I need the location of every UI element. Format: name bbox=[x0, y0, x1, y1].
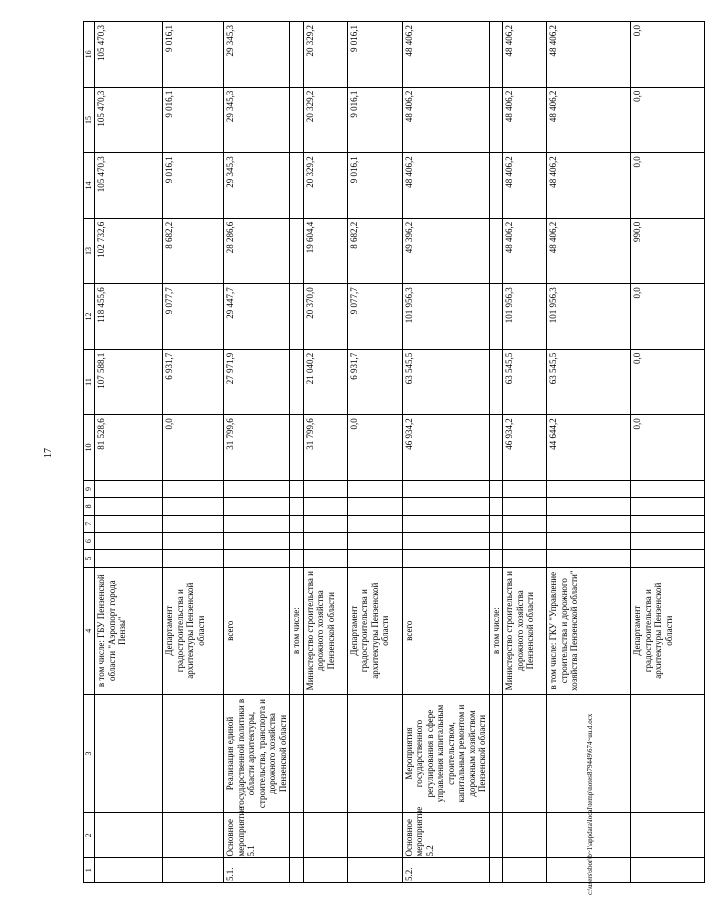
cell-value bbox=[489, 22, 503, 88]
cell-value: 9 077,7 bbox=[347, 284, 402, 350]
cell-value: 9 016,1 bbox=[163, 87, 224, 153]
cell-value bbox=[290, 284, 304, 350]
cell-value: 63 545,5 bbox=[503, 349, 547, 415]
cell-value: 29 345,3 bbox=[224, 153, 290, 219]
column-header-7: 7 bbox=[84, 515, 95, 532]
cell-value: 0,0 bbox=[631, 153, 705, 219]
cell-value: 20 329,2 bbox=[303, 87, 347, 153]
table-row bbox=[402, 22, 489, 883]
cell-executor: всего bbox=[224, 567, 290, 694]
cell-executor: в том числе: bbox=[290, 567, 304, 694]
cell-value: 0,0 bbox=[631, 415, 705, 481]
cell-value: 9 016,1 bbox=[163, 153, 224, 219]
cell-event-name bbox=[347, 694, 402, 813]
cell-empty bbox=[402, 515, 489, 532]
cell-empty bbox=[95, 515, 163, 532]
cell-index bbox=[95, 858, 163, 883]
column-header-8: 8 bbox=[84, 498, 95, 515]
cell-empty bbox=[402, 480, 489, 497]
cell-value: 63 545,5 bbox=[547, 349, 631, 415]
cell-value: 19 604,4 bbox=[303, 218, 347, 284]
cell-value: 46 934,2 bbox=[402, 415, 489, 481]
cell-value: 28 286,6 bbox=[224, 218, 290, 284]
cell-value: 48 406,2 bbox=[402, 153, 489, 219]
column-header-16: 16 bbox=[84, 22, 95, 88]
cell-executor: в том числе: bbox=[489, 567, 503, 694]
cell-value: 9 016,1 bbox=[163, 22, 224, 88]
cell-value: 0,0 bbox=[347, 415, 402, 481]
cell-value: 9 016,1 bbox=[347, 87, 402, 153]
cell-empty bbox=[503, 515, 547, 532]
cell-empty bbox=[95, 532, 163, 549]
cell-value: 48 406,2 bbox=[503, 87, 547, 153]
cell-value: 102 732,6 bbox=[95, 218, 163, 284]
cell-executor: в том числе: ГБУ Пензенской области "Аэропорт города Пензы" bbox=[95, 567, 163, 694]
cell-value bbox=[489, 153, 503, 219]
cell-executor: Министерство строительства и дорожного хозяйства Пензенской области bbox=[303, 567, 347, 694]
cell-value: 990,0 bbox=[631, 218, 705, 284]
cell-value: 9 077,7 bbox=[163, 284, 224, 350]
cell-event-type: Основное мероприятие 5.2 bbox=[402, 813, 489, 858]
cell-value: 20 329,2 bbox=[303, 153, 347, 219]
cell-value: 20 329,2 bbox=[303, 22, 347, 88]
cell-value: 21 040,2 bbox=[303, 349, 347, 415]
cell-index bbox=[347, 858, 402, 883]
cell-executor: Департамент градостроительства и архитектуры Пензенской области bbox=[347, 567, 402, 694]
table-row bbox=[290, 22, 304, 883]
cell-event-name bbox=[631, 694, 705, 813]
cell-value: 81 528,6 bbox=[95, 415, 163, 481]
cell-empty bbox=[547, 498, 631, 515]
cell-event-name bbox=[503, 694, 547, 813]
cell-empty bbox=[163, 550, 224, 567]
cell-empty bbox=[489, 532, 503, 549]
cell-value: 101 956,3 bbox=[503, 284, 547, 350]
cell-empty bbox=[347, 515, 402, 532]
cell-value: 0,0 bbox=[163, 415, 224, 481]
cell-value bbox=[489, 284, 503, 350]
cell-value: 29 345,3 bbox=[224, 22, 290, 88]
cell-empty bbox=[290, 532, 304, 549]
cell-value: 0,0 bbox=[631, 22, 705, 88]
cell-value: 8 682,2 bbox=[163, 218, 224, 284]
column-header-3: 3 bbox=[84, 694, 95, 813]
table-row bbox=[163, 22, 224, 883]
cell-empty bbox=[489, 515, 503, 532]
cell-value: 29 447,7 bbox=[224, 284, 290, 350]
cell-executor: в том числе: ГКУ "Управление строительства и дорожного хозяйства Пензенской области" bbox=[547, 567, 631, 694]
column-header-6: 6 bbox=[84, 532, 95, 549]
cell-empty bbox=[163, 532, 224, 549]
cell-executor: всего bbox=[402, 567, 489, 694]
cell-value: 27 971,9 bbox=[224, 349, 290, 415]
cell-index bbox=[503, 858, 547, 883]
cell-value: 48 406,2 bbox=[503, 22, 547, 88]
cell-event-type bbox=[95, 813, 163, 858]
cell-empty bbox=[303, 480, 347, 497]
cell-event-type bbox=[347, 813, 402, 858]
column-header-15: 15 bbox=[84, 87, 95, 153]
cell-empty bbox=[547, 550, 631, 567]
cell-value: 48 406,2 bbox=[503, 218, 547, 284]
footer-file-path: c:\users\sbor\b~1\appdata\local\temp\notes879449\674~uu.d.ocx bbox=[586, 713, 594, 895]
table-row bbox=[224, 22, 290, 883]
cell-event-name: Реализация единой государственной политики в области архитектуры, строительства, транспорта и дорожного хозяйства Пензенской области bbox=[224, 694, 290, 813]
cell-index bbox=[290, 858, 304, 883]
cell-value: 8 682,2 bbox=[347, 218, 402, 284]
table-row bbox=[347, 22, 402, 883]
table-body bbox=[84, 22, 705, 883]
cell-value: 105 470,3 bbox=[95, 87, 163, 153]
cell-empty bbox=[631, 480, 705, 497]
cell-value: 6 931,7 bbox=[163, 349, 224, 415]
cell-empty bbox=[303, 515, 347, 532]
column-header-9: 9 bbox=[84, 480, 95, 497]
cell-empty bbox=[163, 515, 224, 532]
cell-empty bbox=[402, 532, 489, 549]
cell-empty bbox=[163, 480, 224, 497]
cell-empty bbox=[303, 550, 347, 567]
cell-index: 5.2. bbox=[402, 858, 489, 883]
table-row bbox=[503, 22, 547, 883]
cell-value: 101 956,3 bbox=[547, 284, 631, 350]
cell-value: 31 799,6 bbox=[224, 415, 290, 481]
cell-value: 9 016,1 bbox=[347, 153, 402, 219]
cell-value: 118 455,6 bbox=[95, 284, 163, 350]
cell-empty bbox=[631, 498, 705, 515]
cell-value bbox=[290, 87, 304, 153]
cell-value: 63 545,5 bbox=[402, 349, 489, 415]
cell-empty bbox=[489, 498, 503, 515]
cell-empty bbox=[95, 550, 163, 567]
cell-event-name bbox=[489, 694, 503, 813]
cell-empty bbox=[347, 498, 402, 515]
cell-value: 9 016,1 bbox=[347, 22, 402, 88]
cell-empty bbox=[347, 550, 402, 567]
cell-empty bbox=[547, 480, 631, 497]
cell-value bbox=[290, 218, 304, 284]
table-row bbox=[489, 22, 503, 883]
cell-value: 105 470,3 bbox=[95, 153, 163, 219]
cell-event-type bbox=[163, 813, 224, 858]
cell-index bbox=[631, 858, 705, 883]
budget-table bbox=[83, 21, 705, 883]
cell-value: 0,0 bbox=[631, 87, 705, 153]
cell-value: 29 345,3 bbox=[224, 87, 290, 153]
column-header-13: 13 bbox=[84, 218, 95, 284]
cell-empty bbox=[224, 498, 290, 515]
table-row bbox=[95, 22, 163, 883]
cell-value bbox=[489, 218, 503, 284]
table-row bbox=[631, 22, 705, 883]
cell-executor: Департамент градостроительства и архитектуры Пензенской области bbox=[163, 567, 224, 694]
cell-empty bbox=[547, 515, 631, 532]
cell-event-type bbox=[631, 813, 705, 858]
column-header-4: 4 bbox=[84, 567, 95, 694]
cell-value: 46 934,2 bbox=[503, 415, 547, 481]
cell-index bbox=[303, 858, 347, 883]
cell-empty bbox=[631, 532, 705, 549]
cell-event-name bbox=[163, 694, 224, 813]
cell-empty bbox=[503, 480, 547, 497]
cell-empty bbox=[224, 550, 290, 567]
cell-value: 44 644,2 bbox=[547, 415, 631, 481]
cell-empty bbox=[303, 532, 347, 549]
cell-empty bbox=[303, 498, 347, 515]
cell-value: 48 406,2 bbox=[503, 153, 547, 219]
cell-empty bbox=[224, 515, 290, 532]
cell-value bbox=[290, 153, 304, 219]
cell-empty bbox=[290, 498, 304, 515]
cell-value: 49 396,2 bbox=[402, 218, 489, 284]
cell-empty bbox=[95, 498, 163, 515]
cell-event-name bbox=[290, 694, 304, 813]
cell-empty bbox=[631, 515, 705, 532]
cell-value: 105 470,3 bbox=[95, 22, 163, 88]
column-header-11: 11 bbox=[84, 349, 95, 415]
cell-empty bbox=[503, 550, 547, 567]
cell-event-type bbox=[489, 813, 503, 858]
cell-event-name bbox=[95, 694, 163, 813]
cell-empty bbox=[347, 532, 402, 549]
cell-executor: Департамент градостроительства и архитектуры Пензенской области bbox=[631, 567, 705, 694]
column-header-12: 12 bbox=[84, 284, 95, 350]
cell-index bbox=[489, 858, 503, 883]
column-header-14: 14 bbox=[84, 153, 95, 219]
cell-value bbox=[290, 349, 304, 415]
cell-value bbox=[290, 415, 304, 481]
cell-value bbox=[489, 415, 503, 481]
cell-empty bbox=[489, 550, 503, 567]
cell-value bbox=[290, 22, 304, 88]
cell-empty bbox=[347, 480, 402, 497]
cell-value: 20 370,0 bbox=[303, 284, 347, 350]
cell-value: 48 406,2 bbox=[547, 153, 631, 219]
cell-index bbox=[163, 858, 224, 883]
cell-empty bbox=[163, 498, 224, 515]
cell-event-name: Мероприятия государственного регулирования в сфере управления капитальным строительством, капитальным ремонтом и дорожным хозяйством Пензенской области bbox=[402, 694, 489, 813]
cell-empty bbox=[290, 550, 304, 567]
cell-event-type bbox=[303, 813, 347, 858]
cell-value: 31 799,6 bbox=[303, 415, 347, 481]
cell-executor: Министерство строительства и дорожного хозяйства Пензенской области bbox=[503, 567, 547, 694]
cell-empty bbox=[402, 498, 489, 515]
cell-value: 48 406,2 bbox=[547, 218, 631, 284]
cell-empty bbox=[224, 532, 290, 549]
column-header-10: 10 bbox=[84, 415, 95, 481]
cell-value bbox=[489, 349, 503, 415]
cell-empty bbox=[224, 480, 290, 497]
cell-value: 48 406,2 bbox=[547, 22, 631, 88]
cell-value: 107 588,1 bbox=[95, 349, 163, 415]
cell-event-type bbox=[290, 813, 304, 858]
cell-empty bbox=[489, 480, 503, 497]
cell-event-type bbox=[503, 813, 547, 858]
cell-value bbox=[489, 87, 503, 153]
cell-empty bbox=[402, 550, 489, 567]
cell-event-name bbox=[303, 694, 347, 813]
cell-value: 0,0 bbox=[631, 284, 705, 350]
cell-value: 48 406,2 bbox=[402, 22, 489, 88]
cell-empty bbox=[95, 480, 163, 497]
page-number: 17 bbox=[43, 448, 54, 458]
cell-value: 6 931,7 bbox=[347, 349, 402, 415]
cell-value: 48 406,2 bbox=[402, 87, 489, 153]
column-header-5: 5 bbox=[84, 550, 95, 567]
column-number-row bbox=[84, 22, 95, 883]
cell-value: 0,0 bbox=[631, 349, 705, 415]
cell-empty bbox=[503, 532, 547, 549]
column-header-2: 2 bbox=[84, 813, 95, 858]
cell-index: 5.1. bbox=[224, 858, 290, 883]
cell-value: 48 406,2 bbox=[547, 87, 631, 153]
column-header-1: 1 bbox=[84, 858, 95, 883]
cell-empty bbox=[631, 550, 705, 567]
cell-empty bbox=[503, 498, 547, 515]
cell-empty bbox=[290, 480, 304, 497]
cell-value: 101 956,3 bbox=[402, 284, 489, 350]
cell-empty bbox=[547, 532, 631, 549]
cell-event-type: Основное мероприятие 5.1 bbox=[224, 813, 290, 858]
cell-empty bbox=[290, 515, 304, 532]
table-row bbox=[303, 22, 347, 883]
